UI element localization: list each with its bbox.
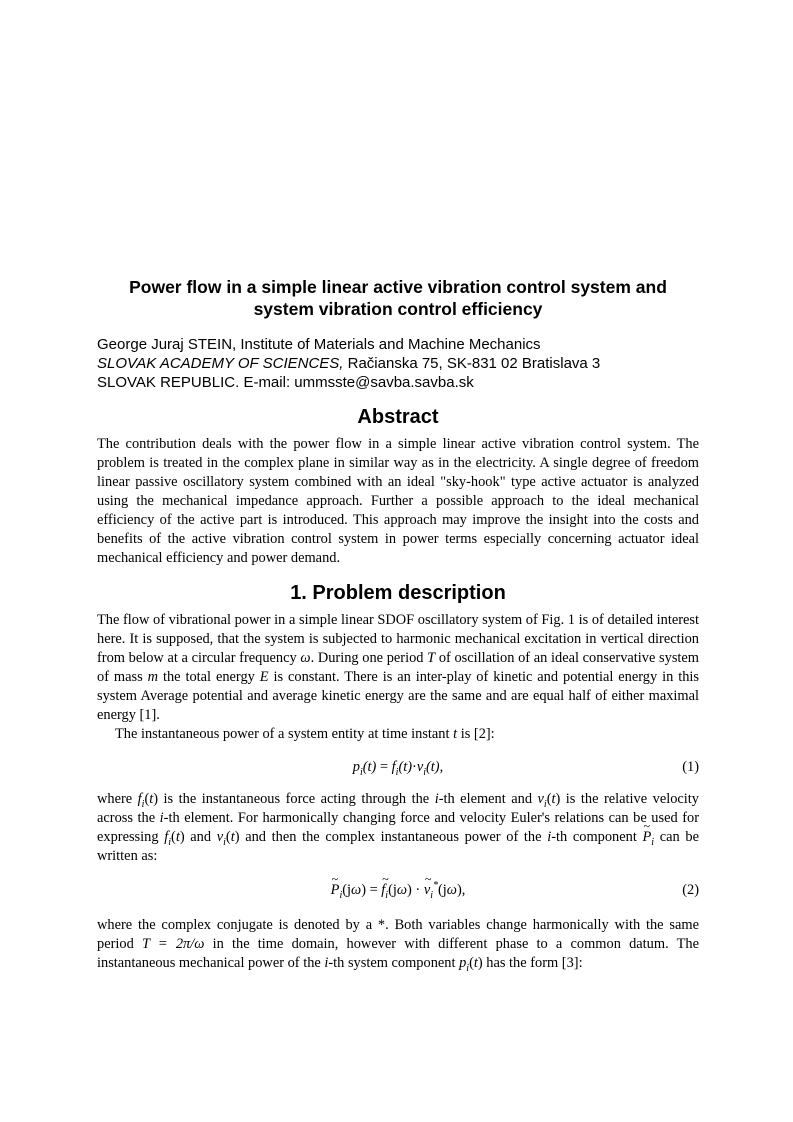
author-block xyxy=(97,335,699,392)
title-line-1: Power flow in a simple linear active vibration control system and xyxy=(129,277,667,297)
equation-2-body: ~ $P_i(j\omega)$ = ~ $f_i(j\omega)$ · ~ $v_i^*(j\omega)$, xyxy=(97,876,699,904)
affiliation-line xyxy=(97,354,699,373)
section-1-paragraph-3: where $f_i(t)$ is the instantaneous force acting through the i-th element and $v_i(t)$ is the relative velocity across the i-th element. For harmonically changing force and velocity Euler's relations can be used for expressing $f_i(t)$ and $v_i(t)$ and then the complex instantaneous power of the i-th component ~ $P_i$ can be written as: xyxy=(97,790,699,866)
equation-2-number: (2) xyxy=(682,882,699,898)
section-1-heading: 1. Problem description xyxy=(290,582,506,604)
section-1-paragraph-1: The flow of vibrational power in a simple linear SDOF oscillatory system of Fig. 1 is of detailed interest here. It is supposed, that the system is subjected to harmonic mechanical excitation in vertical direction from below at a circular frequency ω. During one period T of oscillation of an ideal conservative system of mass m the total energy E is constant. There is an inter-play of kinetic and potential energy in this system Average potential and average kinetic energy are the same and are equal half of either maximal energy [1]. xyxy=(97,612,699,723)
affiliation-academy: SLOVAK ACADEMY OF SCIENCES, xyxy=(97,355,344,372)
equation-2 xyxy=(97,876,699,906)
section-1-paragraph-2: The instantaneous power of a system entity at time instant t is [2]: xyxy=(115,726,495,742)
author-line: George Juraj STEIN, Institute of Materials and Machine Mechanics xyxy=(97,336,541,353)
affiliation-address: Račianska 75, SK-831 02 Bratislava 3 xyxy=(343,355,601,372)
section-1-paragraph-4: where the complex conjugate is denoted by a *. Both variables change harmonically with the same period T = 2π/ω in the time domain, however with different phase to a common datum. The instantaneous mechanical power of the i-th system component $p_i(t)$ has the form [3]: xyxy=(97,917,699,974)
abstract-text: The contribution deals with the power flow in a simple linear active vibration control system. The problem is treated in the complex plane in similar way as in the electricity. A single degree of freedom linear passive oscillatory system combined with an ideal "sky-hook" type active actuator is analyzed using the mechanical impedance approach. Further a possible approach to the ideal mechanical efficiency of the active part is introduced. This approach may improve the insight into the costs and benefits of the active vibration control system in power terms especially concerning actuator ideal mechanical efficiency and power demand. xyxy=(97,436,699,566)
paper-page xyxy=(97,276,699,973)
paper-title xyxy=(97,276,699,320)
country-email-line: SLOVAK REPUBLIC. E-mail: ummsste@savba.savba.sk xyxy=(97,374,474,391)
equation-1 xyxy=(97,753,699,781)
abstract-heading: Abstract xyxy=(357,406,439,428)
equation-1-number: (1) xyxy=(682,759,699,775)
equation-1-body: $p_i(t) = f_i(t)\cdot v_i(t)$, xyxy=(352,759,444,778)
title-line-2: system vibration control efficiency xyxy=(253,299,543,319)
